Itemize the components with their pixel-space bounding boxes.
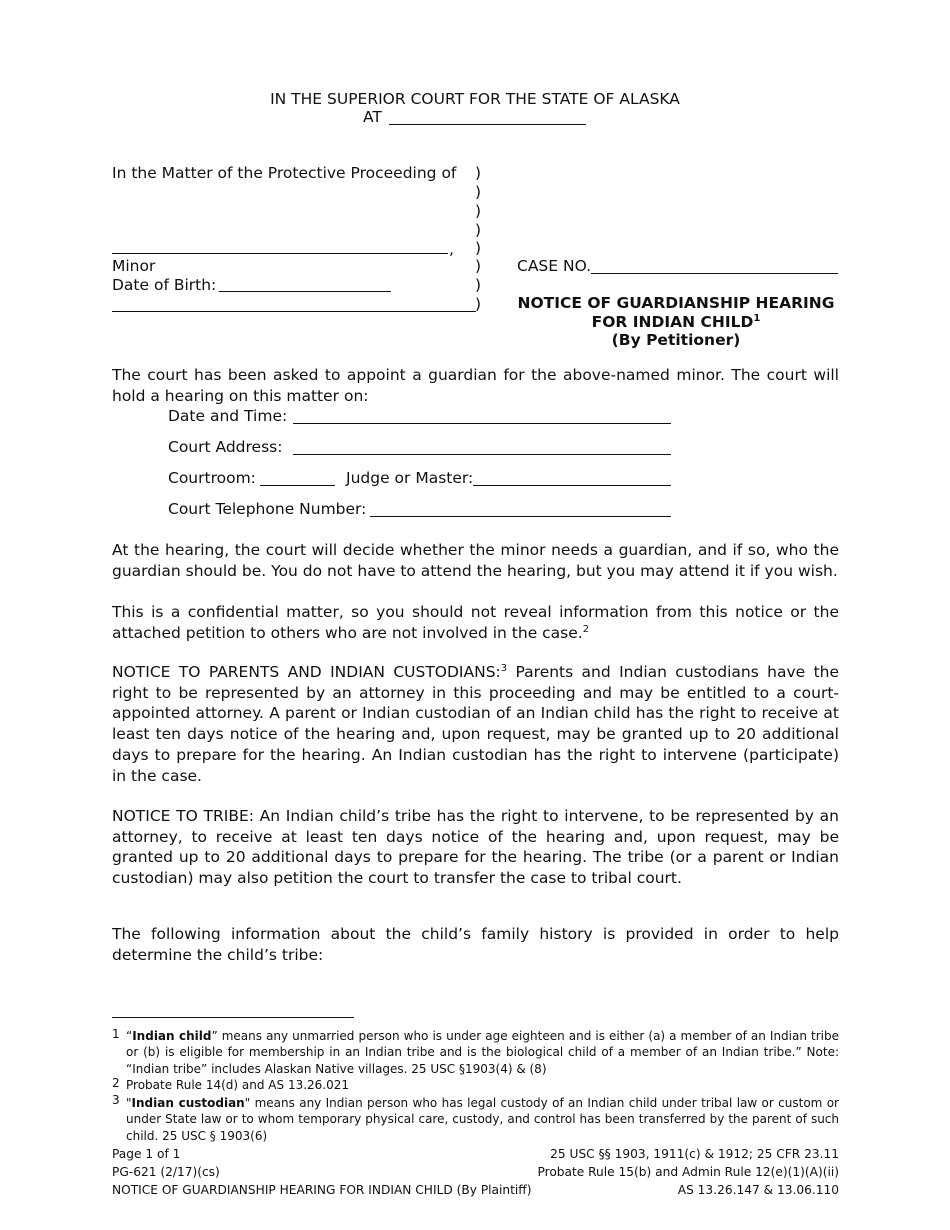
citation-usc: 25 USC §§ 1903, 1911(c) & 1912; 25 CFR 23.11	[550, 1147, 839, 1161]
confidential-text: This is a confidential matter, so you should not reveal information from this notice or the attached petition to others who are not involved in the case.	[112, 603, 839, 642]
footnote-text: " means any Indian person who has legal custody of an Indian child under tribal law or custom or under State law or to whom temporary physical care, custody, and control has been transferred by the parent of such child. 25 USC § 1903(6)	[126, 1096, 839, 1143]
footnote-open-quote: "	[126, 1096, 132, 1110]
form-title-line3: (By Petitioner)	[611, 331, 741, 349]
footnote-ref: 3	[500, 662, 508, 674]
form-title-line1: NOTICE OF GUARDIANSHIP HEARING	[517, 294, 835, 312]
footnote-3	[126, 1095, 839, 1144]
phone-field[interactable]	[370, 516, 671, 517]
judge-field[interactable]	[473, 485, 671, 486]
footnote-open-quote: “	[126, 1029, 133, 1043]
intro-paragraph: The court has been asked to appoint a guardian for the above-named minor. The court will hold a hearing on this matter on:	[112, 366, 839, 405]
court-address-label: Court Address:	[168, 438, 283, 456]
form-number: PG-621 (2/17)(cs)	[112, 1165, 220, 1179]
hearing-paragraph: At the hearing, the court will decide whether the minor needs a guardian, and if so, who the guardian should be. You do not have to attend the hearing, but you may attend it if you wish.	[112, 541, 839, 580]
family-history-paragraph: The following information about the child’s family history is provided in order to help determine the child’s tribe:	[112, 925, 839, 964]
footnote-number: 2	[112, 1076, 120, 1090]
confidential-paragraph	[112, 602, 839, 643]
minor-name-comma: ,	[449, 240, 454, 258]
date-time-label: Date and Time:	[168, 407, 288, 425]
court-address-field[interactable]	[293, 454, 671, 455]
footnote-term: Indian child	[132, 1029, 212, 1043]
footnote-number: 3	[112, 1093, 120, 1107]
matter-label: In the Matter of the Protective Proceeding of	[112, 164, 457, 182]
at-location-field[interactable]	[389, 124, 586, 125]
caption-paren: )	[475, 239, 482, 257]
judge-label: Judge or Master:	[346, 469, 474, 487]
case-no-field[interactable]	[591, 273, 838, 274]
caption-paren: )	[475, 257, 482, 275]
notice-parents-body: Parents and Indian custodians have the right to be represented by an attorney in this proceeding and may be entitled to a court-appointed attorney. A parent or Indian custodian of an Indian child has the right to receive at least ten days notice of the hearing and, upon request, may be granted up to 20 additional days to prepare for the hearing. An Indian custodian has the right to intervene (participate) in the case.	[112, 663, 840, 785]
caption-paren: )	[475, 202, 482, 220]
footnote-ref: 2	[582, 623, 590, 635]
dob-label: Date of Birth:	[112, 276, 217, 294]
notice-parents-lead: NOTICE TO PARENTS AND INDIAN CUSTODIANS:	[112, 663, 501, 681]
dob-field[interactable]	[219, 291, 391, 292]
court-heading: IN THE SUPERIOR COURT FOR THE STATE OF ALASKA	[270, 90, 680, 108]
at-label: AT	[363, 108, 382, 126]
date-time-field[interactable]	[293, 423, 671, 424]
citation-statutes: AS 13.26.147 & 13.06.110	[677, 1183, 839, 1197]
caption-paren: )	[475, 295, 482, 313]
notice-parents-paragraph	[112, 662, 839, 786]
footnote-term: Indian custodian	[131, 1096, 245, 1110]
footnote-number: 1	[112, 1027, 120, 1041]
courtroom-field[interactable]	[260, 485, 335, 486]
caption-paren: )	[475, 183, 482, 201]
caption-paren: )	[475, 276, 482, 294]
footnote-2: Probate Rule 14(d) and AS 13.26.021	[126, 1078, 350, 1092]
courtroom-label: Courtroom:	[168, 469, 256, 487]
footnote-1	[126, 1028, 839, 1077]
notice-tribe-paragraph: NOTICE TO TRIBE: An Indian child’s tribe has the right to intervene, to be represented by an attorney, to receive at least ten days notice of the hearing and, upon request, may be granted up to 20 additional days to prepare for the hearing. The tribe (or a parent or Indian custodian) may also petition the court to transfer the case to tribal court.	[112, 807, 839, 888]
minor-label: Minor	[112, 257, 156, 275]
caption-paren: )	[475, 221, 482, 239]
phone-label: Court Telephone Number:	[168, 500, 367, 518]
caption-bottom-line	[112, 311, 476, 312]
footnote-divider	[112, 1017, 354, 1018]
caption-paren: )	[475, 164, 482, 182]
footnote-ref: 1	[753, 312, 761, 324]
case-no-label: CASE NO.	[517, 257, 592, 275]
minor-name-field[interactable]	[112, 253, 448, 254]
footnote-text: ” means any unmarried person who is under age eighteen and is either (a) a member of an Indian tribe or (b) is eligible for membership in an Indian tribe and is the biological child of a member of an Indian tribe.” Note: “Indian tribe” includes Alaskan Native villages. 25 USC §1903(4) & (8)	[126, 1029, 839, 1076]
citation-rules: Probate Rule 15(b) and Admin Rule 12(e)(1)(A)(ii)	[537, 1165, 839, 1179]
form-title-text: FOR INDIAN CHILD	[591, 313, 754, 331]
page-number: Page 1 of 1	[112, 1147, 181, 1161]
form-footer-title: NOTICE OF GUARDIANSHIP HEARING FOR INDIAN CHILD (By Plaintiff)	[112, 1183, 532, 1197]
